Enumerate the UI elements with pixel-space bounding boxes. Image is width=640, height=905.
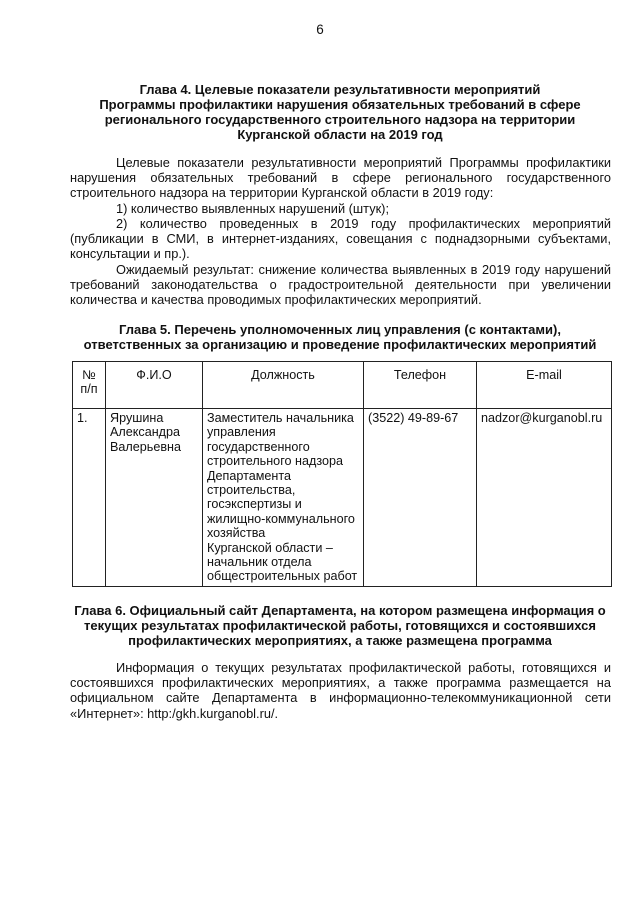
position-line: Заместитель начальника bbox=[207, 411, 354, 425]
position-line: Курганской области – bbox=[207, 540, 333, 555]
position-line: жилищно-коммунального bbox=[207, 511, 355, 526]
chapter-4-title bbox=[70, 82, 610, 142]
chapter-6-body-line: Информация о текущих результатах профилактической работы, готовящихся и bbox=[116, 660, 611, 675]
position-line: начальник отдела bbox=[207, 555, 312, 570]
position-line: Департамента bbox=[207, 468, 291, 483]
header-name: Ф.И.О bbox=[106, 362, 203, 409]
header-num-line: № bbox=[82, 368, 96, 382]
name-line: Ярушина bbox=[110, 411, 164, 425]
cell-phone: (3522) 49-89-67 bbox=[364, 409, 477, 587]
cell-name bbox=[106, 409, 203, 587]
chapter-6-body-line: «Интернет»: http:/gkh.kurganobl.ru/. bbox=[70, 705, 279, 721]
target-item-2-line: 2) количество проведенных в 2019 году профилактических мероприятий bbox=[116, 215, 611, 231]
header-num-line: п/п bbox=[80, 382, 98, 397]
position-line: государственного bbox=[207, 439, 310, 454]
intro-line: Целевые показатели результативности мероприятий Программы профилактики bbox=[116, 155, 611, 170]
position-line: хозяйства bbox=[207, 526, 266, 541]
position-line: госэкспертизы и bbox=[207, 497, 302, 512]
chapter-6-body bbox=[70, 660, 611, 721]
chapter-6-body-line: официальном сайте Департамента в информационно-телекоммуникационной сети bbox=[70, 690, 611, 706]
chapter-6-title bbox=[66, 603, 614, 648]
position-line: общестроительных работ bbox=[207, 569, 358, 584]
expected-result-line: Ожидаемый результат: снижение количества выявленных в 2019 году нарушений bbox=[116, 262, 611, 277]
chapter-6-title-line: текущих результатах профилактической работы, готовящихся и состоявшихся bbox=[84, 618, 596, 633]
chapter-4-title-line: Курганской области на 2019 год bbox=[237, 127, 443, 142]
page-number: 6 bbox=[316, 22, 324, 37]
cell-num: 1. bbox=[73, 409, 106, 587]
cell-position bbox=[203, 409, 364, 587]
chapter-4-intro bbox=[70, 155, 611, 261]
header-position: Должность bbox=[203, 362, 364, 409]
cell-email: nadzor@kurganobl.ru bbox=[477, 409, 612, 587]
intro-line: строительного надзора на территории Курганской области в 2019 году: bbox=[70, 185, 494, 201]
position-line: строительного надзора bbox=[207, 454, 343, 469]
chapter-5-title-line: Глава 5. Перечень уполномоченных лиц управления (с контактами), bbox=[119, 322, 561, 337]
chapter-5-title-line: ответственных за организацию и проведение профилактических мероприятий bbox=[83, 337, 597, 352]
position-line: строительства, bbox=[207, 483, 296, 498]
expected-result bbox=[70, 262, 611, 308]
chapter-6-title-line: профилактических мероприятиях, а также размещена программа bbox=[128, 633, 552, 648]
chapter-4-title-line: регионального государственного строительного надзора на территории bbox=[104, 112, 576, 127]
target-item-1: 1) количество выявленных нарушений (штук); bbox=[116, 200, 390, 216]
target-item-2-line: (публикации в СМИ, в интернет-изданиях, совещания с поднадзорными субъектами, bbox=[70, 231, 611, 247]
chapter-4-title-line: Глава 4. Целевые показатели результативности мероприятий bbox=[139, 82, 541, 97]
name-line: Александра bbox=[110, 425, 181, 440]
intro-line: нарушения обязательных требований в сфере регионального государственного bbox=[70, 170, 611, 186]
header-email: E-mail bbox=[477, 362, 612, 409]
position-line: управления bbox=[207, 425, 276, 440]
name-line: Валерьевна bbox=[110, 439, 181, 454]
chapter-6-title-line: Глава 6. Официальный сайт Департамента, на котором размещена информация о bbox=[74, 603, 606, 618]
table-row bbox=[73, 409, 612, 587]
target-item-2-line: консультации и пр.). bbox=[70, 246, 190, 262]
chapter-6-body-line: состоявшихся профилактических мероприятиях, а также программа размещается на bbox=[70, 675, 611, 691]
officials-table bbox=[72, 361, 612, 587]
expected-result-line: требований законодательства о градостроительной деятельности при увеличении bbox=[70, 277, 611, 293]
table-header-row bbox=[73, 362, 612, 409]
header-num bbox=[73, 362, 106, 409]
header-phone: Телефон bbox=[364, 362, 477, 409]
expected-result-line: количества и качества проводимых профилактических мероприятий. bbox=[70, 292, 482, 308]
chapter-5-title bbox=[70, 322, 610, 352]
chapter-4-title-line: Программы профилактики нарушения обязательных требований в сфере bbox=[99, 97, 581, 112]
